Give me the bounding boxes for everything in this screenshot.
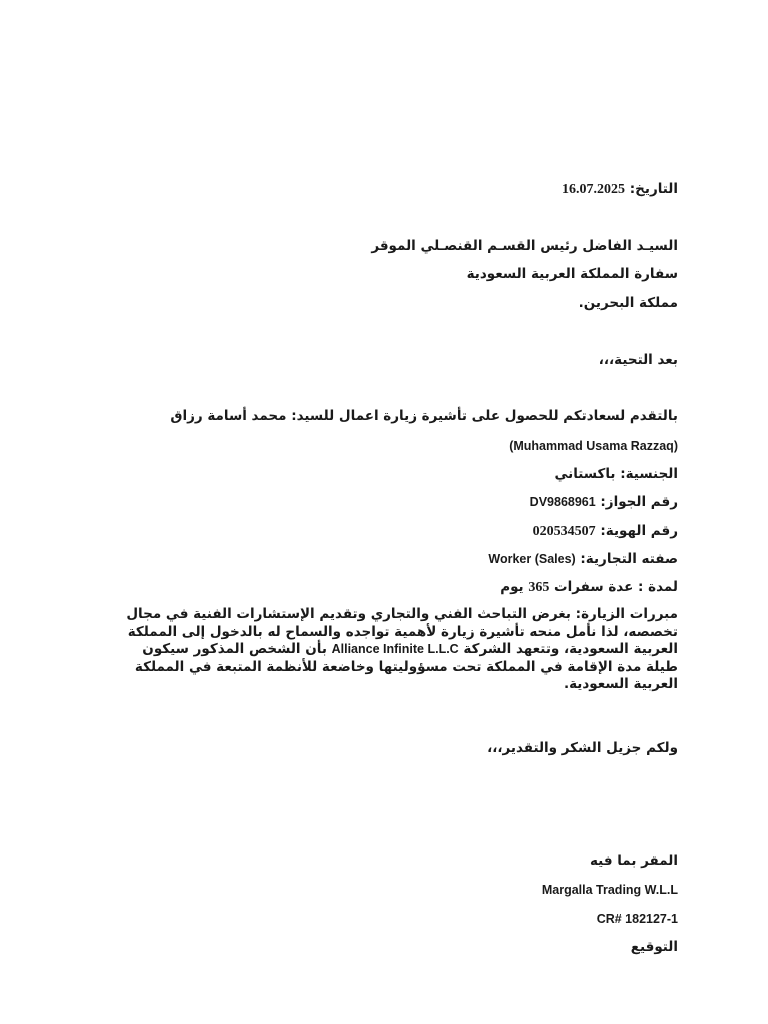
closing: ولكم جزيل الشكر والتقدير،،، [487, 740, 678, 756]
justification-paragraph [116, 606, 678, 694]
addressee-line-2: سفارة المملكة العربية السعودية [466, 266, 678, 282]
duration-suffix: يوم [500, 579, 524, 595]
signature-label: التوقيع [630, 939, 678, 955]
date-label: التاريخ: [629, 181, 678, 197]
justification-part-1: مبررات الزيارة: بغرض التباحث الفني والتجاري وتقديم الإستشارات الفنية في مجال تخصصه، لذا نأمل منحه تأشيرة زيارة لأهمية تواجده والسماح له بالدخول إلى المملكة العربية السعودية، وتتعهد الشركة [126, 606, 678, 657]
nationality-value: باكستاني [554, 466, 616, 482]
nationality-label: الجنسية: [620, 466, 678, 482]
nationality-line [554, 464, 678, 484]
trade-line [488, 549, 678, 569]
passport-line [530, 492, 678, 512]
trade-label: صفته التجارية: [580, 551, 678, 567]
date-value: 16.07.2025 [562, 182, 626, 197]
request-line [170, 406, 678, 426]
passport-label: رقم الجواز: [600, 494, 678, 510]
company-name: Margalla Trading W.L.L [541, 883, 678, 897]
request-text: بالتقدم لسعادتكم للحصول على تأشيرة زيارة اعمال للسيد: [291, 408, 678, 424]
date-line [562, 179, 678, 200]
id-label: رقم الهوية: [600, 523, 678, 539]
duration-line [500, 577, 678, 598]
justification-company: Alliance Infinite L.L.C [331, 642, 459, 656]
passport-value: DV9868961 [529, 495, 596, 509]
duration-prefix: لمدة : عدة سفرات [554, 579, 678, 595]
person-name-ar: محمد أسامة رزاق [170, 408, 287, 424]
acknowledgment: المقر بما فيه [590, 853, 678, 869]
addressee-line-3: مملكة البحرين. [578, 295, 678, 311]
duration-number: 365 [528, 580, 550, 595]
justification-part-2: بأن الشخص المذكور سيكون طيلة مدة الإقامة في المملكة تحت مسؤوليتها وخاضعة للأنظمة المتبعة في المملكة العربية السعودية. [134, 641, 678, 692]
trade-value: Worker (Sales) [488, 552, 576, 566]
addressee-line-1: السيـد الفاضل رئيس القسـم القنصـلي الموقر [371, 238, 678, 254]
person-name-en: (Muhammad Usama Razzaq) [509, 439, 678, 453]
greeting: بعد التحية،،، [598, 352, 678, 368]
id-value: 020534507 [532, 524, 596, 539]
id-line [533, 521, 678, 542]
cr-number: CR# 182127-1 [596, 912, 678, 926]
